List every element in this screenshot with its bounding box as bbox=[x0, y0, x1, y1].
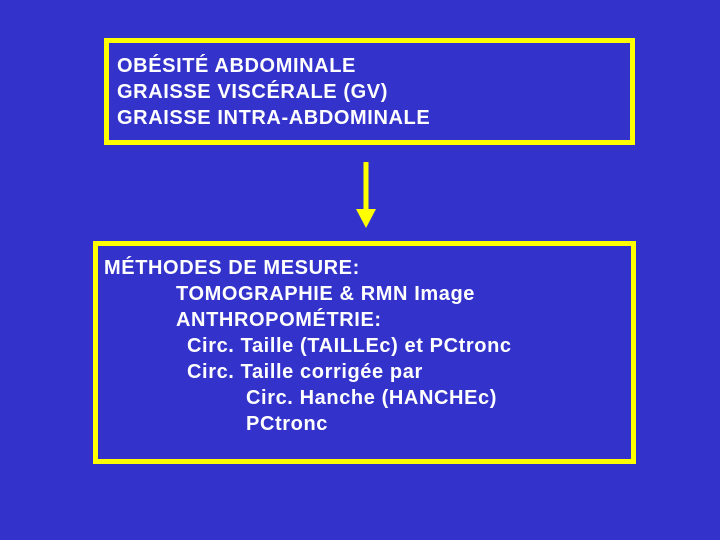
measure-waist: Circ. Taille (TAILLEc) et PCtronc bbox=[187, 335, 512, 357]
top-definition-box bbox=[104, 38, 635, 145]
measure-waist-corrected: Circ. Taille corrigée par bbox=[187, 361, 423, 383]
definition-line-intra-abdominal-fat: GRAISSE INTRA-ABDOMINALE bbox=[117, 107, 431, 129]
method-tomography: TOMOGRAPHIE & RMN Image bbox=[176, 283, 476, 305]
measure-hip: Circ. Hanche (HANCHEc) bbox=[246, 387, 498, 409]
definition-line-visceral-fat: GRAISSE VISCÉRALE (GV) bbox=[117, 81, 389, 103]
measure-pctronc: PCtronc bbox=[246, 413, 328, 435]
arrow-down-icon bbox=[346, 160, 386, 230]
measurement-methods-box bbox=[93, 241, 636, 464]
definition-line-abdominal-obesity: OBÉSITÉ ABDOMINALE bbox=[117, 55, 356, 77]
method-anthropometry: ANTHROPOMÉTRIE: bbox=[176, 309, 382, 331]
methods-heading: MÉTHODES DE MESURE: bbox=[104, 257, 360, 279]
